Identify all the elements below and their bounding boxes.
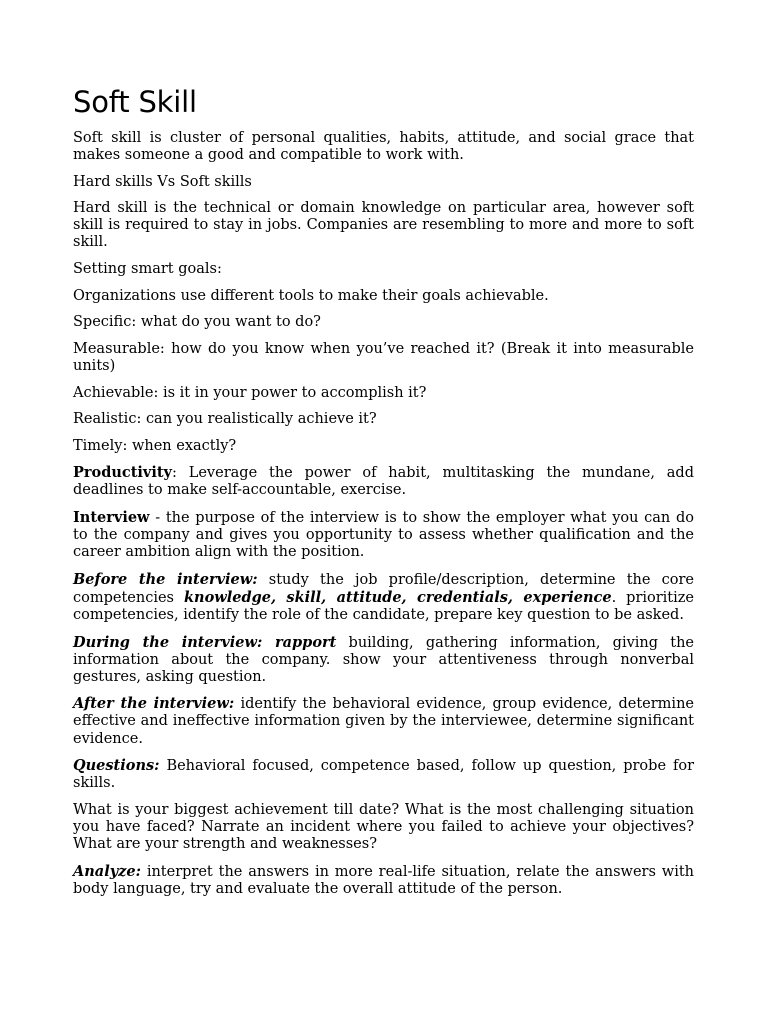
productivity-text: : Leverage the power of habit, multitasking the mundane, add deadlines to make self-accountable, exercise. — [73, 465, 694, 499]
before-interview-text-2: . prioritize competencies, identify the role of the candidate, prepare key question to be asked. — [73, 589, 694, 623]
interview-text: - the purpose of the interview is to show the employer what you can do to the company and gives you opportunity to assess whether qualification and the career ambition align with the position. — [73, 510, 694, 561]
paragraph-realistic: Realistic: can you realistically achieve it? — [73, 411, 377, 428]
paragraph-smart-goals: Setting smart goals: — [73, 261, 222, 278]
paragraph-specific: Specific: what do you want to do? — [73, 314, 321, 331]
paragraph-question-examples: What is your biggest achievement till date? What is the most challenging situation you have faced? Narrate an incident where you failed to achieve your objectives? What are your strength and weaknesses? — [73, 801, 694, 852]
competencies-emphasis: knowledge, skill, attitude, credentials, experience — [183, 588, 612, 606]
questions-label: Questions: — [73, 757, 160, 775]
paragraph-during-interview — [73, 634, 694, 686]
during-interview-label: During the interview: rapport — [73, 633, 337, 651]
paragraph-productivity — [73, 464, 694, 499]
paragraph-before-interview — [73, 571, 694, 624]
questions-text: Behavioral focused, competence based, follow up question, probe for skills. — [73, 758, 694, 792]
paragraph-timely: Timely: when exactly? — [73, 437, 237, 454]
paragraph-soft-skill-definition: Soft skill is cluster of personal qualities, habits, attitude, and social grace that makes someone a good and compatible to work with. — [73, 130, 694, 164]
paragraph-measurable: Measurable: how do you know when you’ve reached it? (Break it into measurable units) — [73, 340, 694, 374]
paragraph-organizations-tools: Organizations use different tools to make their goals achievable. — [73, 287, 549, 304]
interview-label: Interview — [73, 509, 150, 526]
before-interview-text-1: study the job profile/description, determine the core competencies — [73, 571, 694, 606]
analyze-text: interpret the answers in more real-life situation, relate the answers with body language, try and evaluate the overall attitude of the person. — [73, 863, 694, 897]
before-interview-label: Before the interview: — [73, 570, 258, 588]
during-interview-text: building, gathering information, giving the information about the company. show your attentiveness through nonverbal gestures, asking question. — [73, 634, 695, 685]
paragraph-hard-skill-definition: Hard skill is the technical or domain knowledge on particular area, however soft skill is required to stay in jobs. Companies are resembling to more and more to soft skill. — [73, 200, 694, 251]
analyze-label: Analyze: — [73, 862, 141, 880]
paragraph-achievable: Achievable: is it in your power to accomplish it? — [73, 384, 427, 401]
document-title: Soft Skill — [73, 85, 197, 119]
paragraph-hard-vs-soft: Hard skills Vs Soft skills — [73, 173, 252, 190]
paragraph-interview — [73, 509, 694, 561]
paragraph-after-interview — [73, 695, 694, 747]
paragraph-analyze — [73, 863, 694, 898]
document-page — [73, 84, 694, 907]
after-interview-text: identify the behavioral evidence, group evidence, determine effective and ineffective information given by the interviewee, determine significant evidence. — [73, 696, 694, 747]
after-interview-label: After the interview: — [73, 695, 235, 713]
paragraph-questions — [73, 757, 694, 792]
productivity-label: Productivity — [73, 464, 172, 482]
